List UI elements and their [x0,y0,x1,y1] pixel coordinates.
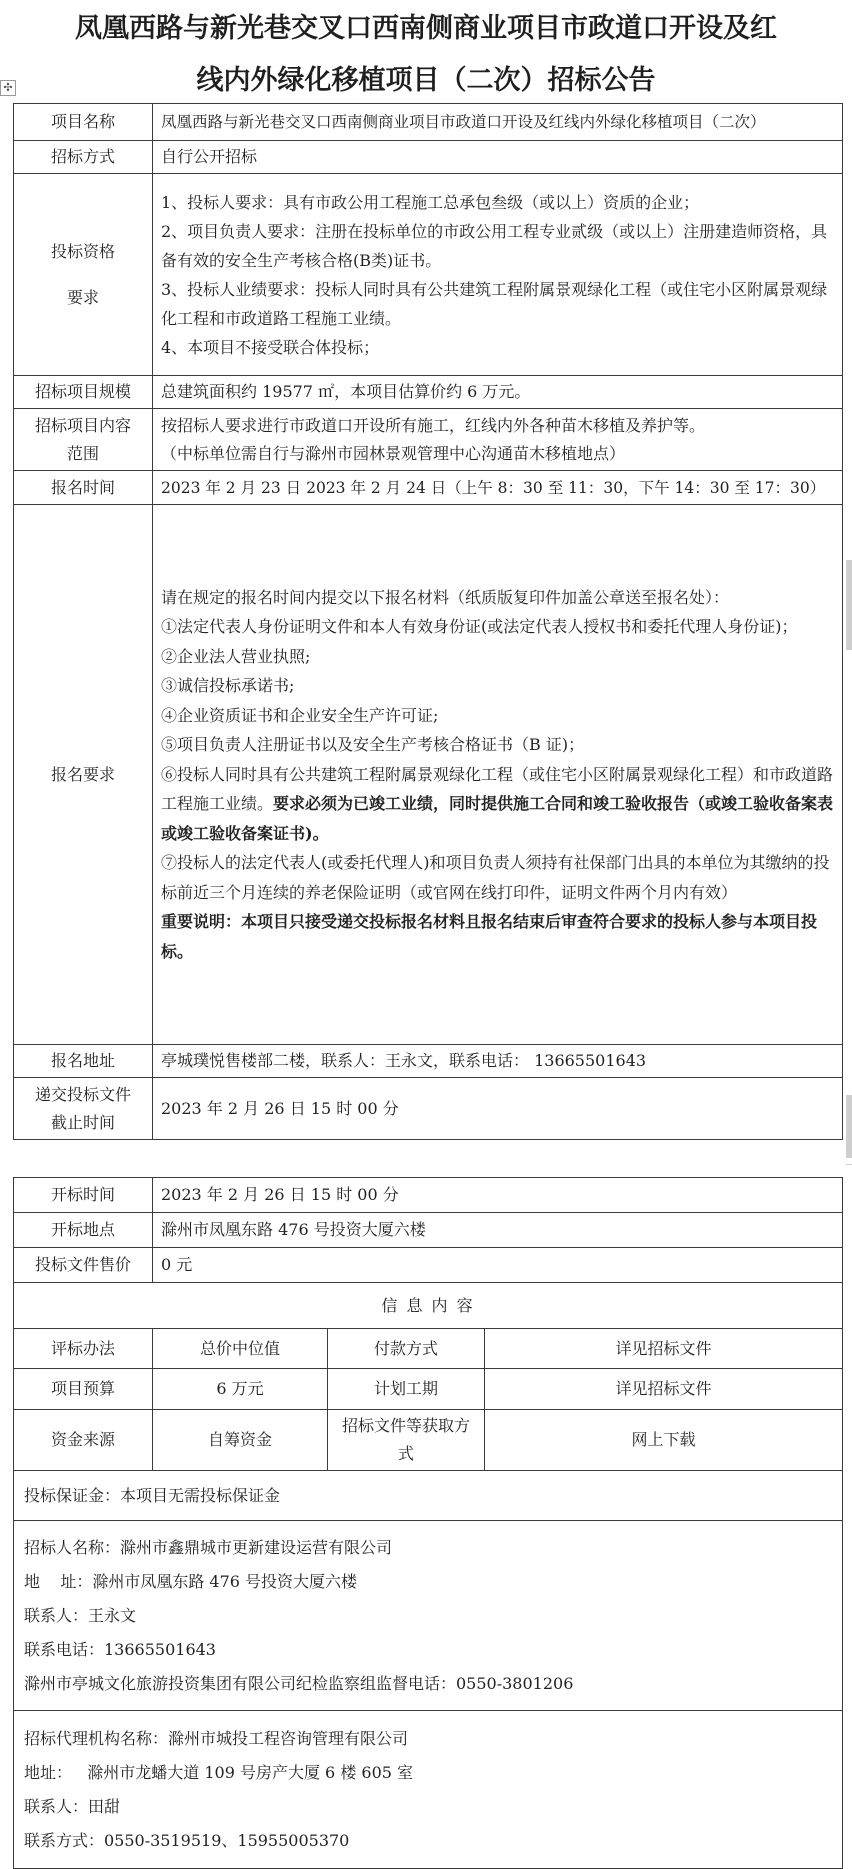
qualification-label [14,174,153,376]
bond-info: 投标保证金：本项目无需投标保证金 [14,1471,843,1521]
scrollbar-thumb-lower[interactable] [846,1095,852,1165]
grid-cell: 付款方式 [328,1329,485,1369]
requirement-item-6-text: ⑥投标人同时具有公共建筑工程附属景观绿化工程（或住宅小区附属景观绿化工程）和市政道路工程施工业绩。 [161,764,834,814]
table-row [14,1711,843,1869]
content-label-line-1: 招标项目内容 [34,415,131,435]
page-break [0,1158,852,1164]
content-label [14,409,153,471]
table-row [14,1369,843,1410]
table-row [14,174,843,376]
table-row [14,104,843,141]
deadline-label-line-1: 递交投标文件 [34,1084,131,1104]
table-row [14,1178,843,1213]
notice-title-line-2: 线内外绿化移植项目（二次）招标公告 [196,65,656,96]
content-line: 按招标人要求进行市政道口开设所有施工，红线内外各种苗木移植及养护等。 [161,415,706,435]
grid-cell: 资金来源 [14,1410,153,1471]
grid-cell: 计划工期 [328,1369,485,1410]
scale-value: 总建筑面积约 19577 ㎡，本项目估算价约 6 万元。 [153,376,843,409]
table-row [14,505,843,1045]
registration-time-label: 报名时间 [14,471,153,505]
requirement-item: ⑤项目负责人注册证书以及安全生产考核合格证书（B 证)； [161,735,585,755]
price-value: 0 元 [153,1248,843,1283]
qualification-label-line-2: 要求 [66,287,99,307]
move-handle-icon[interactable]: ✣ [0,80,16,96]
agent-info [14,1711,843,1869]
grid-cell: 详见招标文件 [485,1369,843,1410]
qualification-label-line-1: 投标资格 [50,241,115,261]
scale-label: 招标项目规模 [14,376,153,409]
content-line: （中标单位需自行与滁州市园林景观管理中心沟通苗木移植地点） [161,443,626,463]
requirement-item: ②企业法人营业执照; [161,646,311,666]
qualification-item: 1、投标人要求：具有市政公用工程施工总承包叁级（或以上）资质的企业； [161,192,700,212]
grid-cell: 网上下载 [485,1410,843,1471]
table-row [14,376,843,409]
table-row [14,1283,843,1329]
qualification-value [153,174,843,376]
grid-cell: 自筹资金 [153,1410,328,1471]
table-row [14,141,843,174]
requirement-item [161,760,834,849]
registration-address-value: 亭城璞悦售楼部二楼，联系人：王永文，联系电话： 13665501643 [153,1045,843,1078]
agent-line: 地址： 滁州市龙蟠大道 109 号房产大厦 6 楼 605 室 [24,1762,414,1782]
info-header: 信 息 内 容 [14,1283,843,1329]
registration-requirements-label: 报名要求 [14,505,153,1045]
method-value: 自行公开招标 [153,141,843,174]
table-row [14,1213,843,1248]
table-row [14,1045,843,1078]
registration-time-value: 2023 年 2 月 23 日 2023 年 2 月 24 日（上午 8：30 至 11：30，下午 14：30 至 17：30） [153,471,843,505]
grid-cell: 评标办法 [14,1329,153,1369]
content-value [153,409,843,471]
agent-line: 联系方式：0550-3519519、15955005370 [24,1830,350,1850]
content-label-line-2: 范围 [66,443,99,463]
table-row [14,1248,843,1283]
method-label: 招标方式 [14,141,153,174]
grid-cell: 详见招标文件 [485,1329,843,1369]
requirement-item: ③诚信投标承诺书; [161,676,295,696]
tenderer-line: 滁州市亭城文化旅游投资集团有限公司纪检监察组监督电话：0550-3801206 [24,1673,574,1693]
qualification-item: 4、本项目不接受联合体投标； [161,337,380,357]
deadline-label-line-2: 截止时间 [50,1112,115,1132]
deadline-label [14,1078,153,1140]
requirement-item: ⑦投标人的法定代表人(或委托代理人)和项目负责人须持有社保部门出具的本单位为其缴纳的投标前近三个月连续的养老保险证明（或官网在线打印件，证明文件两个月内有效） [161,853,830,902]
project-name-value: 凤凰西路与新光巷交叉口西南侧商业项目市政道口开设及红线内外绿化移植项目（二次） [153,104,843,141]
table-row [14,409,843,471]
grid-cell: 6 万元 [153,1369,328,1410]
project-name-label: 项目名称 [14,104,153,141]
deadline-value: 2023 年 2 月 26 日 15 时 00 分 [153,1078,843,1140]
qualification-item: 2、项目负责人要求：注册在投标单位的市政公用工程专业贰级（或以上）注册建造师资格，具备有效的安全生产考核合格(B类)证书。 [161,221,828,270]
table-row [14,1521,843,1711]
qualification-item: 3、投标人业绩要求：投标人同时具有公共建筑工程附属景观绿化工程（或住宅小区附属景观绿化工程和市政道路工程施工业绩。 [161,279,828,328]
open-time-label: 开标时间 [14,1178,153,1213]
table-row [14,471,843,505]
tenderer-info [14,1521,843,1711]
grid-cell: 项目预算 [14,1369,153,1410]
grid-cell: 招标文件等获取方式 [328,1410,485,1471]
table-row [14,1471,843,1521]
opening-info-table [13,1177,843,1869]
price-label: 投标文件售价 [14,1248,153,1283]
tenderer-line: 联系电话：13665501643 [24,1639,216,1659]
registration-address-label: 报名地址 [14,1045,153,1078]
tenderer-line: 联系人：王永文 [24,1605,137,1625]
registration-requirements-value [153,505,843,1045]
grid-cell: 总价中位值 [153,1329,328,1369]
table-row [14,1078,843,1140]
table-row [14,1329,843,1369]
tenderer-line: 招标人名称：滁州市鑫鼎城市更新建设运营有限公司 [24,1537,393,1557]
open-time-value: 2023 年 2 月 26 日 15 时 00 分 [153,1178,843,1213]
notice-title-line-1: 凤凰西路与新光巷交叉口西南侧商业项目市政道口开设及红 [75,13,777,44]
tender-info-table [13,103,843,1140]
open-place-label: 开标地点 [14,1213,153,1248]
requirement-item: ①法定代表人身份证明文件和本人有效身份证(或法定代表人授权书和委托代理人身份证)； [161,617,798,637]
important-note: 重要说明：本项目只接受递交投标报名材料且报名结束后审查符合要求的投标人参与本项目投标。 [161,912,818,961]
agent-line: 联系人：田甜 [24,1796,121,1816]
tenderer-line: 地 址：滁州市凤凰东路 476 号投资大厦六楼 [24,1571,358,1591]
requirement-intro: 请在规定的报名时间内提交以下报名材料（纸质版复印件加盖公章送至报名处）： [161,587,730,607]
table-row [14,1410,843,1471]
requirement-item-6-bold: 要求必须为已竣工业绩，同时提供施工合同和竣工验收报告（或竣工验收备案表或竣工验收备案证书)。 [161,794,834,843]
requirement-item: ④企业资质证书和企业安全生产许可证; [161,705,439,725]
agent-line: 招标代理机构名称：滁州市城投工程咨询管理有限公司 [24,1728,409,1748]
scrollbar-thumb[interactable] [846,560,852,650]
open-place-value: 滁州市凤凰东路 476 号投资大厦六楼 [153,1213,843,1248]
